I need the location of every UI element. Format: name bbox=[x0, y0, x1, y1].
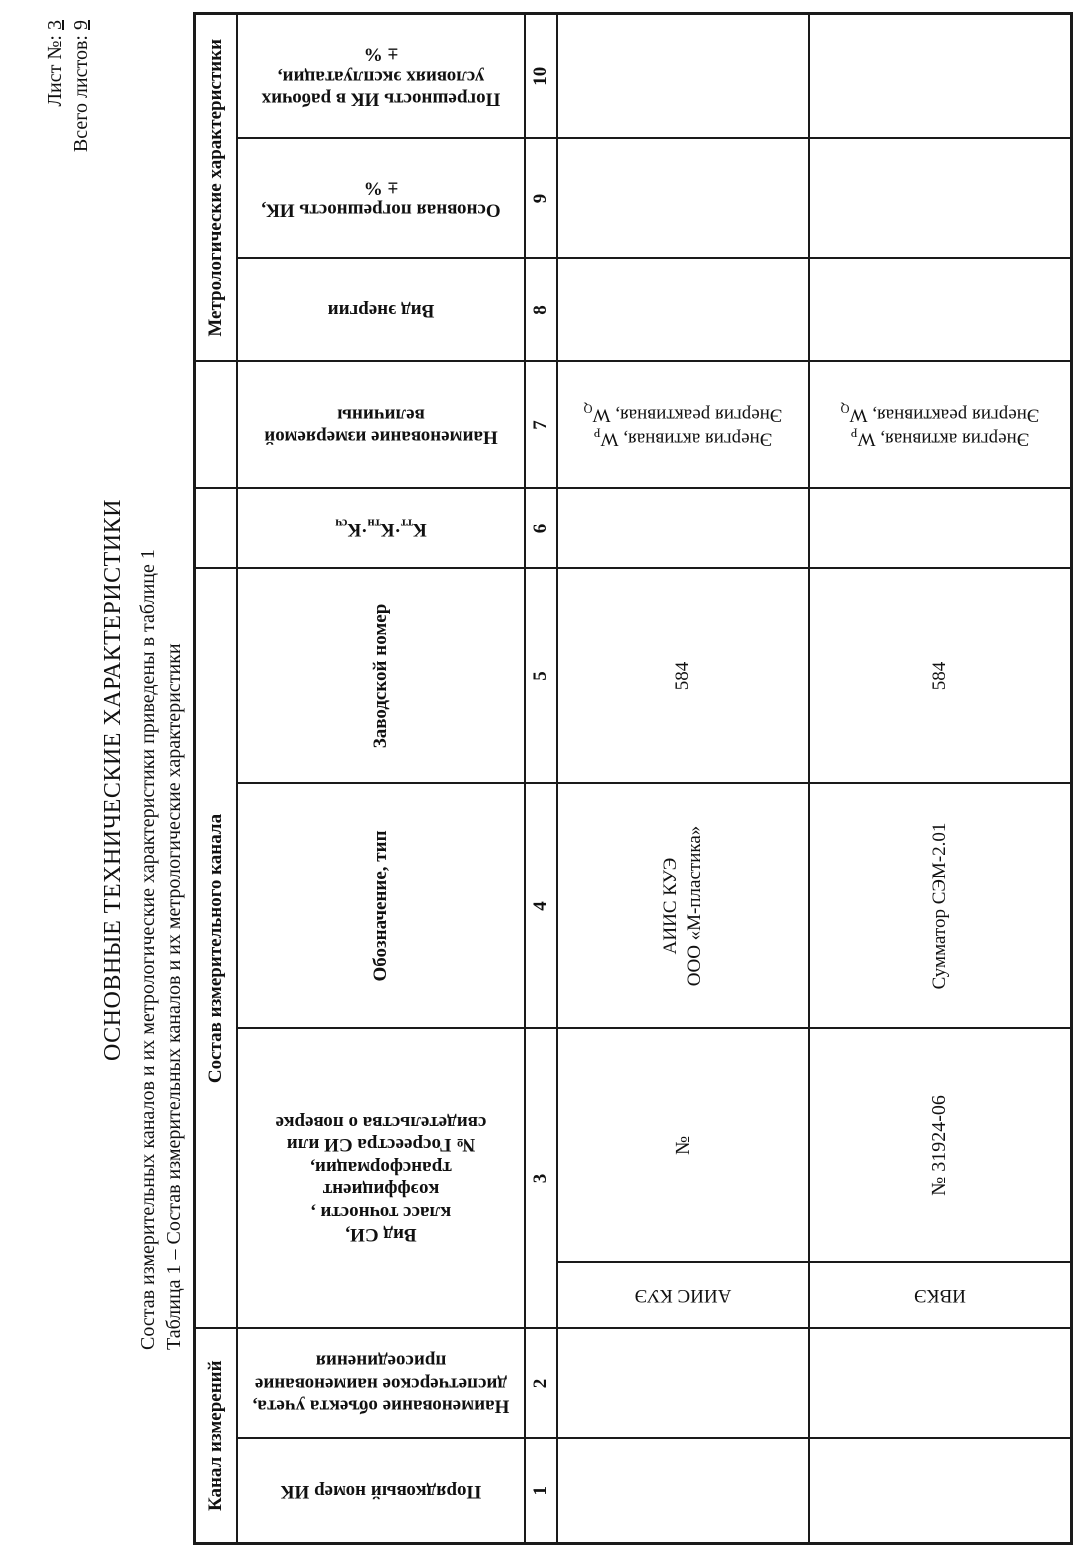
cell-energy-type bbox=[809, 259, 1071, 362]
cell-object-name bbox=[557, 1329, 809, 1439]
si-info: № 31924-06 bbox=[928, 1095, 951, 1196]
system-level-label: АИИС КУЭ bbox=[558, 1262, 808, 1328]
sheet-numbering bbox=[42, 20, 94, 152]
sheet-total-label: Всего листов: bbox=[70, 30, 92, 153]
column-number: 2 bbox=[525, 1329, 557, 1439]
cell-factory-number: 584 bbox=[557, 569, 809, 784]
cell-basic-error bbox=[809, 139, 1071, 259]
header-coefficient: $К_{тт}\cdot К_{тн}\cdot К_{сч}$ bbox=[237, 489, 525, 569]
cell-si-type bbox=[557, 1029, 809, 1329]
measuring-channels-table bbox=[193, 12, 1073, 1545]
column-number: 4 bbox=[525, 784, 557, 1029]
column-number: 3 bbox=[525, 1029, 557, 1329]
cell-factory-number: 584 bbox=[809, 569, 1071, 784]
group-channel: Канал измерений bbox=[195, 1329, 238, 1544]
column-number: 8 bbox=[525, 259, 557, 362]
group-empty-col7 bbox=[195, 362, 238, 489]
table-row bbox=[557, 13, 809, 1543]
header-measured-quantity: Наименование измеряемой величины bbox=[237, 362, 525, 489]
group-metrological: Метрологические характеристики bbox=[195, 13, 238, 361]
cell-object-name bbox=[809, 1329, 1071, 1439]
si-info: № bbox=[671, 1135, 694, 1156]
sheet-number-value: 3 bbox=[44, 20, 66, 30]
cell-designation: Сумматор СЭМ-2.01 bbox=[809, 784, 1071, 1029]
cell-designation: АИИС КУЭ ООО «М-пластика» bbox=[557, 784, 809, 1029]
header-factory-number: Заводской номер bbox=[237, 569, 525, 784]
table-caption: Таблица 1 – Состав измерительных каналов и их метрологические характеристики bbox=[163, 643, 185, 1350]
system-level-label: ИВКЭ bbox=[810, 1262, 1070, 1328]
cell-coefficient bbox=[557, 489, 809, 569]
cell-operating-error bbox=[809, 13, 1071, 138]
header-basic-error: Основная погрешность ИК, ± % bbox=[237, 139, 525, 259]
header-operating-error: Погрешность ИК в рабочих условиях эксплуатации, ± % bbox=[237, 13, 525, 138]
sheet-number-line bbox=[42, 20, 68, 152]
cell-si-type bbox=[809, 1029, 1071, 1329]
column-number: 7 bbox=[525, 362, 557, 489]
group-composition: Состав измерительного канала bbox=[195, 569, 238, 1329]
sheet-number-label: Лист №: bbox=[44, 30, 66, 107]
cell-ik-number bbox=[809, 1439, 1071, 1544]
header-energy-type: Вид энергии bbox=[237, 259, 525, 362]
column-number: 5 bbox=[525, 569, 557, 784]
cell-coefficient bbox=[809, 489, 1071, 569]
cell-measured-quantity: Энергия активная, $W_P$ Энергия реактивная, $W_Q$ bbox=[557, 362, 809, 489]
group-header-row bbox=[195, 13, 238, 1543]
cell-energy-type bbox=[557, 259, 809, 362]
table-row bbox=[809, 13, 1071, 1543]
column-number: 9 bbox=[525, 139, 557, 259]
header-si-type: Вид СИ, класс точности , коэффициент трансформации, № Госреестра СИ или свидетельства о поверке bbox=[237, 1029, 525, 1329]
cell-basic-error bbox=[557, 139, 809, 259]
cell-operating-error bbox=[557, 13, 809, 138]
column-number: 1 bbox=[525, 1439, 557, 1544]
column-header-row bbox=[237, 13, 525, 1543]
cell-measured-quantity: Энергия активная, $W_P$ Энергия реактивная, $W_Q$ bbox=[809, 362, 1071, 489]
column-number: 10 bbox=[525, 13, 557, 138]
header-designation: Обозначение, тип bbox=[237, 784, 525, 1029]
column-numbers-row bbox=[525, 13, 557, 1543]
column-number: 6 bbox=[525, 489, 557, 569]
cell-ik-number bbox=[557, 1439, 809, 1544]
page-subtitle: Состав измерительных каналов и их метрологические характеристики приведены в таблице 1 bbox=[137, 549, 159, 1350]
page-title: ОСНОВНЫЕ ТЕХНИЧЕСКИЕ ХАРАКТЕРИСТИКИ bbox=[100, 499, 126, 1061]
sheet-total-value: 9 bbox=[70, 20, 92, 30]
sheet-total-line bbox=[68, 20, 94, 152]
header-object-name: Наименование объекта учета, диспетчерское наименование присоединения bbox=[237, 1329, 525, 1439]
group-empty-col6 bbox=[195, 489, 238, 569]
header-serial-number-ik: Порядковый номер ИК bbox=[237, 1439, 525, 1544]
